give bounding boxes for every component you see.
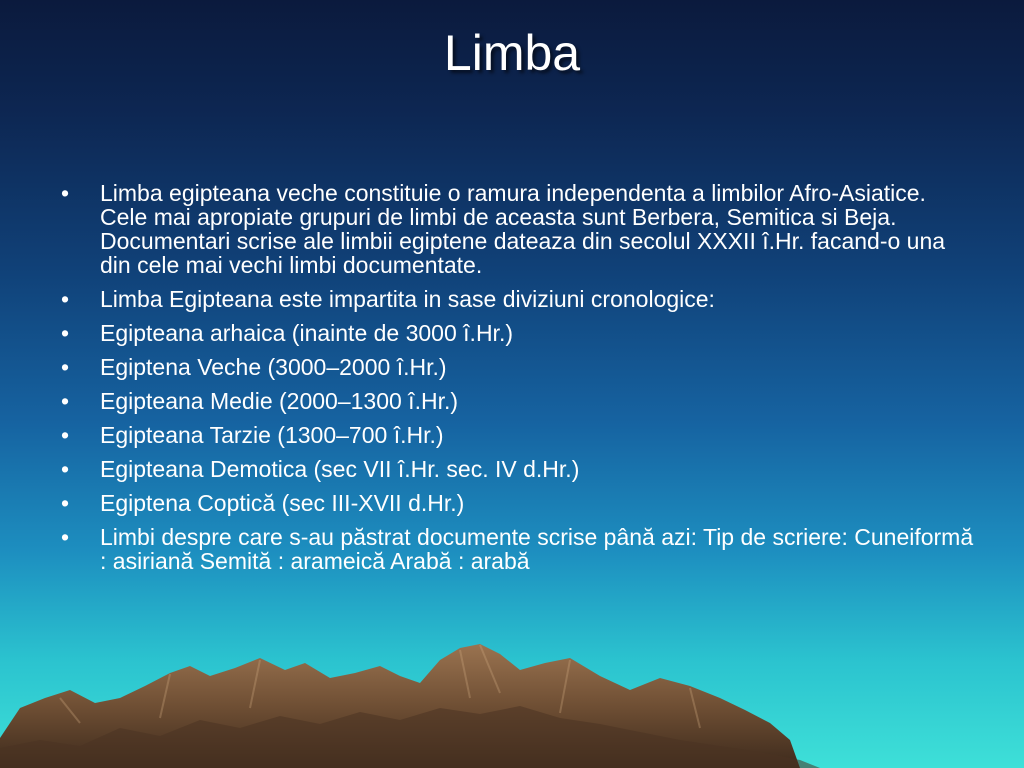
bullet-icon: • (61, 388, 70, 414)
bullet-icon: • (61, 456, 70, 482)
list-item-text: Limba Egipteana este impartita in sase diviziuni cronologice: (100, 286, 715, 312)
mountains-illustration (0, 628, 1024, 768)
slide-title: Limba (443, 25, 581, 81)
list-item-text: Limbi despre care s-au păstrat documente scrise până azi: Tip de scriere: Cuneiformă : asiriană Semită : arameică Arabă : arabă (100, 524, 974, 574)
bullet-icon: • (61, 354, 70, 380)
list-item-text: Egipteana Demotica (sec VII î.Hr. sec. IV d.Hr.) (100, 456, 580, 482)
list-item (58, 525, 978, 573)
list-item-text: Limba egipteana veche constituie o ramura independenta a limbilor Afro-Asiatice. Cele mai apropiate grupuri de limbi de aceasta sunt Berbera, Semitica si Beja. Documentari scrise ale limbii egiptene dateaza din secolul XXXII î.Hr. facand-o una din cele mai vechi limbi documentate. (100, 180, 946, 278)
bullet-icon: • (61, 320, 70, 346)
bullet-icon: • (61, 180, 70, 206)
list-item (58, 355, 978, 379)
list-item-text: Egiptena Veche (3000–2000 î.Hr.) (100, 354, 447, 380)
list-item (58, 423, 978, 447)
list-item-text: Egiptena Coptică (sec III-XVII d.Hr.) (100, 490, 465, 516)
list-item-text: Egipteana Tarzie (1300–700 î.Hr.) (100, 422, 444, 448)
list-item (58, 181, 978, 277)
bullet-list (58, 181, 978, 583)
list-item (58, 389, 978, 413)
list-item (58, 457, 978, 481)
bullet-icon: • (61, 422, 70, 448)
list-item (58, 321, 978, 345)
bullet-icon: • (61, 286, 70, 312)
list-item-text: Egipteana Medie (2000–1300 î.Hr.) (100, 388, 459, 414)
bullet-icon: • (61, 524, 70, 550)
list-item (58, 287, 978, 311)
list-item-text: Egipteana arhaica (inainte de 3000 î.Hr.) (100, 320, 513, 346)
list-item (58, 491, 978, 515)
bullet-icon: • (61, 490, 70, 516)
